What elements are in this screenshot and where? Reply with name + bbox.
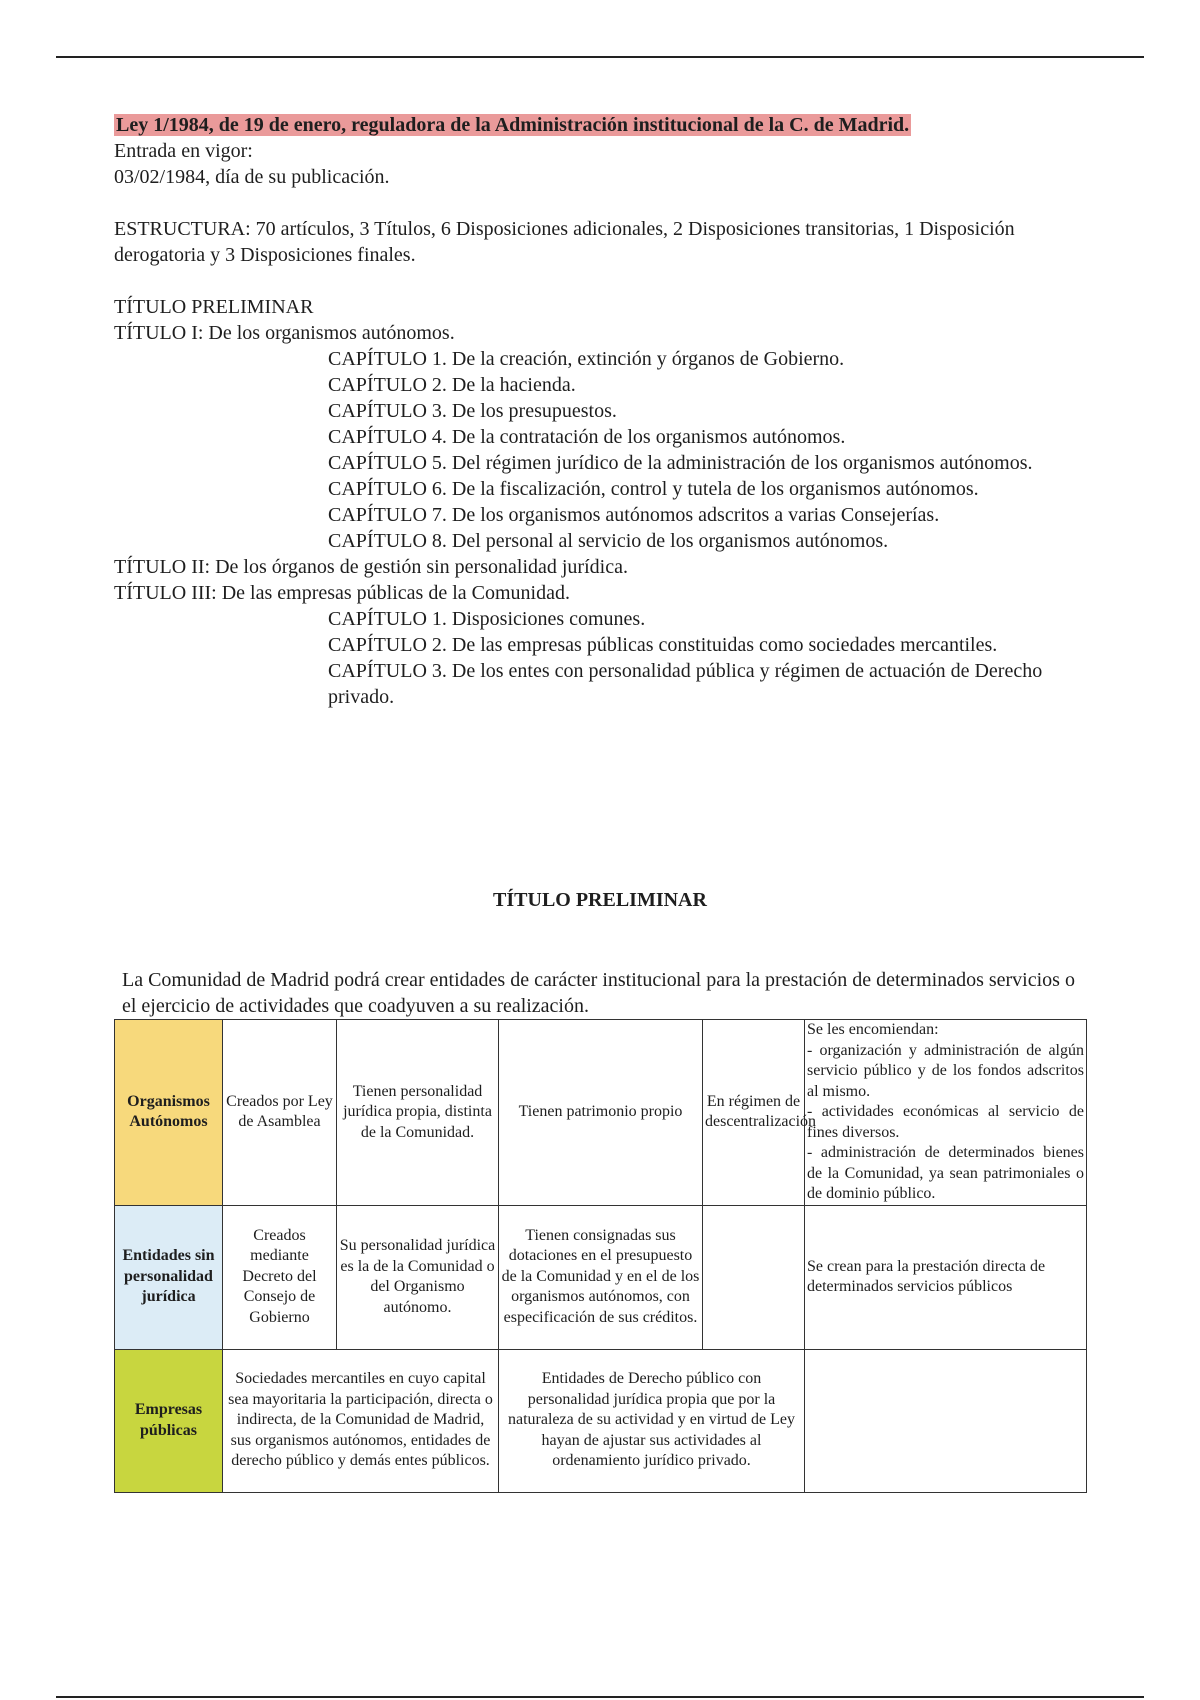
row-header-empresas: Empresas públicas [115,1349,223,1492]
table-cell: Su personalidad jurídica es la de la Comunidad o del Organismo autónomo. [337,1205,499,1349]
chapter-item: CAPÍTULO 3. De los entes con personalidad pública y régimen de actuación de Derecho privado. [328,660,1043,708]
chapter-item: CAPÍTULO 2. De las empresas públicas constituidas como sociedades mercantiles. [328,634,998,656]
chapter-item: CAPÍTULO 5. Del régimen jurídico de la administración de los organismos autónomos. [328,452,1033,474]
comparison-table [114,1019,1087,1493]
document-body [114,112,1094,710]
cell-intro: Se les encomiendan: [807,1021,939,1038]
table-cell: Sociedades mercantiles en cuyo capital sea mayoritaria la participación, directa o indirecta, de la Comunidad de Madrid, sus organismos autónomos, entidades de derecho público y demás entes públicos. [223,1349,499,1492]
table-cell: Tienen patrimonio propio [499,1020,703,1206]
row-header-entidades: Entidades sin personalidad jurídica [115,1205,223,1349]
entrada-label: Entrada en vigor: [114,140,253,162]
entrada-value: 03/02/1984, día de su publicación. [114,166,390,188]
table-row [115,1020,1087,1206]
list-item: - administración de determinados bienes de la Comunidad, ya sean patrimoniales o de dominio público. [807,1144,1084,1202]
index-titulo-2: TÍTULO II: De los órganos de gestión sin personalidad jurídica. [114,556,628,578]
section-intro: La Comunidad de Madrid podrá crear entidades de carácter institucional para la prestación de determinados servicios o el ejercicio de actividades que coadyuven a su realización. [122,969,1075,1017]
table-cell: Creados mediante Decreto del Consejo de Gobierno [223,1205,337,1349]
section-heading: TÍTULO PRELIMINAR [493,889,707,911]
law-title: Ley 1/1984, de 19 de enero, reguladora de la Administración institucional de la C. de Madrid. [116,114,910,136]
index-titulo-1: TÍTULO I: De los organismos autónomos. [114,322,455,344]
table-cell: Creados por Ley de Asamblea [223,1020,337,1206]
chapter-item: CAPÍTULO 1. De la creación, extinción y órganos de Gobierno. [328,348,845,370]
table-cell [805,1349,1087,1492]
row-header-organismos: Organismos Autónomos [115,1020,223,1206]
table-cell: Se crean para la prestación directa de determinados servicios públicos [805,1205,1087,1349]
table-row [115,1349,1087,1492]
list-item: - organización y administración de algún servicio público y de los fondos adscritos al mismo. [807,1041,1084,1100]
chapter-item: CAPÍTULO 6. De la fiscalización, control y tutela de los organismos autónomos. [328,478,979,500]
chapter-item: CAPÍTULO 2. De la hacienda. [328,374,576,396]
table-cell: En régimen de descentralización [703,1020,805,1206]
table-row [115,1205,1087,1349]
index-titulo-preliminar: TÍTULO PRELIMINAR [114,296,314,318]
table-cell [805,1020,1087,1206]
list-item: - actividades económicas al servicio de fines diversos. [807,1103,1084,1141]
bottom-rule [56,1696,1144,1698]
estructura: ESTRUCTURA: 70 artículos, 3 Títulos, 6 Disposiciones adicionales, 2 Disposiciones transitorias, 1 Disposición derogatoria y 3 Disposiciones finales. [114,218,1015,266]
chapter-item: CAPÍTULO 1. Disposiciones comunes. [328,608,646,630]
chapter-item: CAPÍTULO 4. De la contratación de los organismos autónomos. [328,426,846,448]
index-titulo-3: TÍTULO III: De las empresas públicas de la Comunidad. [114,582,570,604]
table-cell: Tienen personalidad jurídica propia, distinta de la Comunidad. [337,1020,499,1206]
table-cell: Tienen consignadas sus dotaciones en el presupuesto de la Comunidad y en el de los organismos autónomos, con especificación de sus créditos. [499,1205,703,1349]
chapter-item: CAPÍTULO 7. De los organismos autónomos adscritos a varias Consejerías. [328,504,940,526]
chapter-item: CAPÍTULO 3. De los presupuestos. [328,400,617,422]
top-rule [56,56,1144,58]
table-cell [703,1205,805,1349]
chapter-item: CAPÍTULO 8. Del personal al servicio de los organismos autónomos. [328,530,889,552]
table-cell: Entidades de Derecho público con personalidad jurídica propia que por la naturaleza de su actividad y en virtud de Ley hayan de ajustar sus actividades al ordenamiento jurídico privado. [499,1349,805,1492]
